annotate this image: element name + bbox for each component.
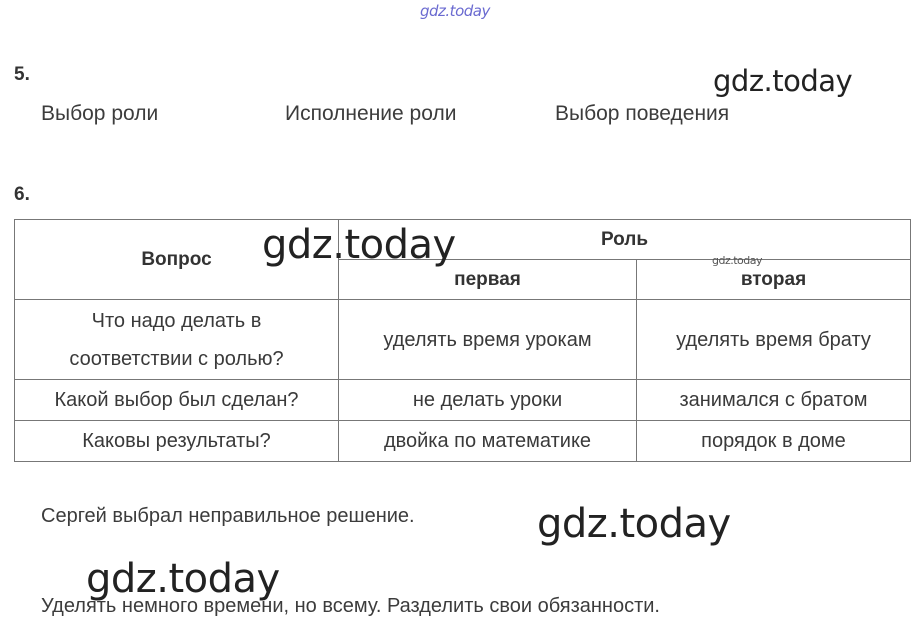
advice-text: Уделять немного времени, но всему. Разделить свои обязанности. — [41, 595, 660, 617]
row-3-first: двойка по математике — [339, 421, 637, 462]
conclusion-text: Сергей выбрал неправильное решение. — [41, 505, 415, 527]
header-second: вторая — [637, 260, 911, 300]
row-2-question: Какой выбор был сделан? — [15, 380, 339, 421]
watermark-top: gdz.today — [420, 2, 490, 20]
watermark-right-top: gdz.today — [713, 64, 853, 98]
row-1-question — [15, 300, 339, 380]
row-1-question-line-1: Что надо делать в — [91, 309, 262, 332]
row-3-question: Каковы результаты? — [15, 421, 339, 462]
header-question: Вопрос — [15, 220, 339, 300]
watermark-table-small: gdz.today — [712, 254, 763, 267]
row-1-first: уделять время урокам — [339, 300, 637, 380]
watermark-bottom-left: gdz.today — [86, 556, 280, 602]
header-first: первая — [339, 260, 637, 300]
section-5-number: 5. — [14, 64, 30, 85]
row-1-question-line-2: соответствии с ролью? — [69, 347, 284, 370]
row-3-second: порядок в доме — [637, 421, 911, 462]
header-role: Роль — [339, 220, 911, 260]
row-2-first: не делать уроки — [339, 380, 637, 421]
role-table — [14, 219, 911, 462]
section-5-item-2: Исполнение роли — [285, 102, 457, 125]
section-6-number: 6. — [14, 184, 30, 205]
section-5-item-3: Выбор поведения — [555, 102, 730, 125]
row-2-second: занимался с братом — [637, 380, 911, 421]
watermark-table-big: gdz.today — [262, 222, 456, 268]
section-5-item-1: Выбор роли — [41, 102, 159, 125]
row-1-second: уделять время брату — [637, 300, 911, 380]
watermark-bottom-right: gdz.today — [537, 501, 731, 547]
